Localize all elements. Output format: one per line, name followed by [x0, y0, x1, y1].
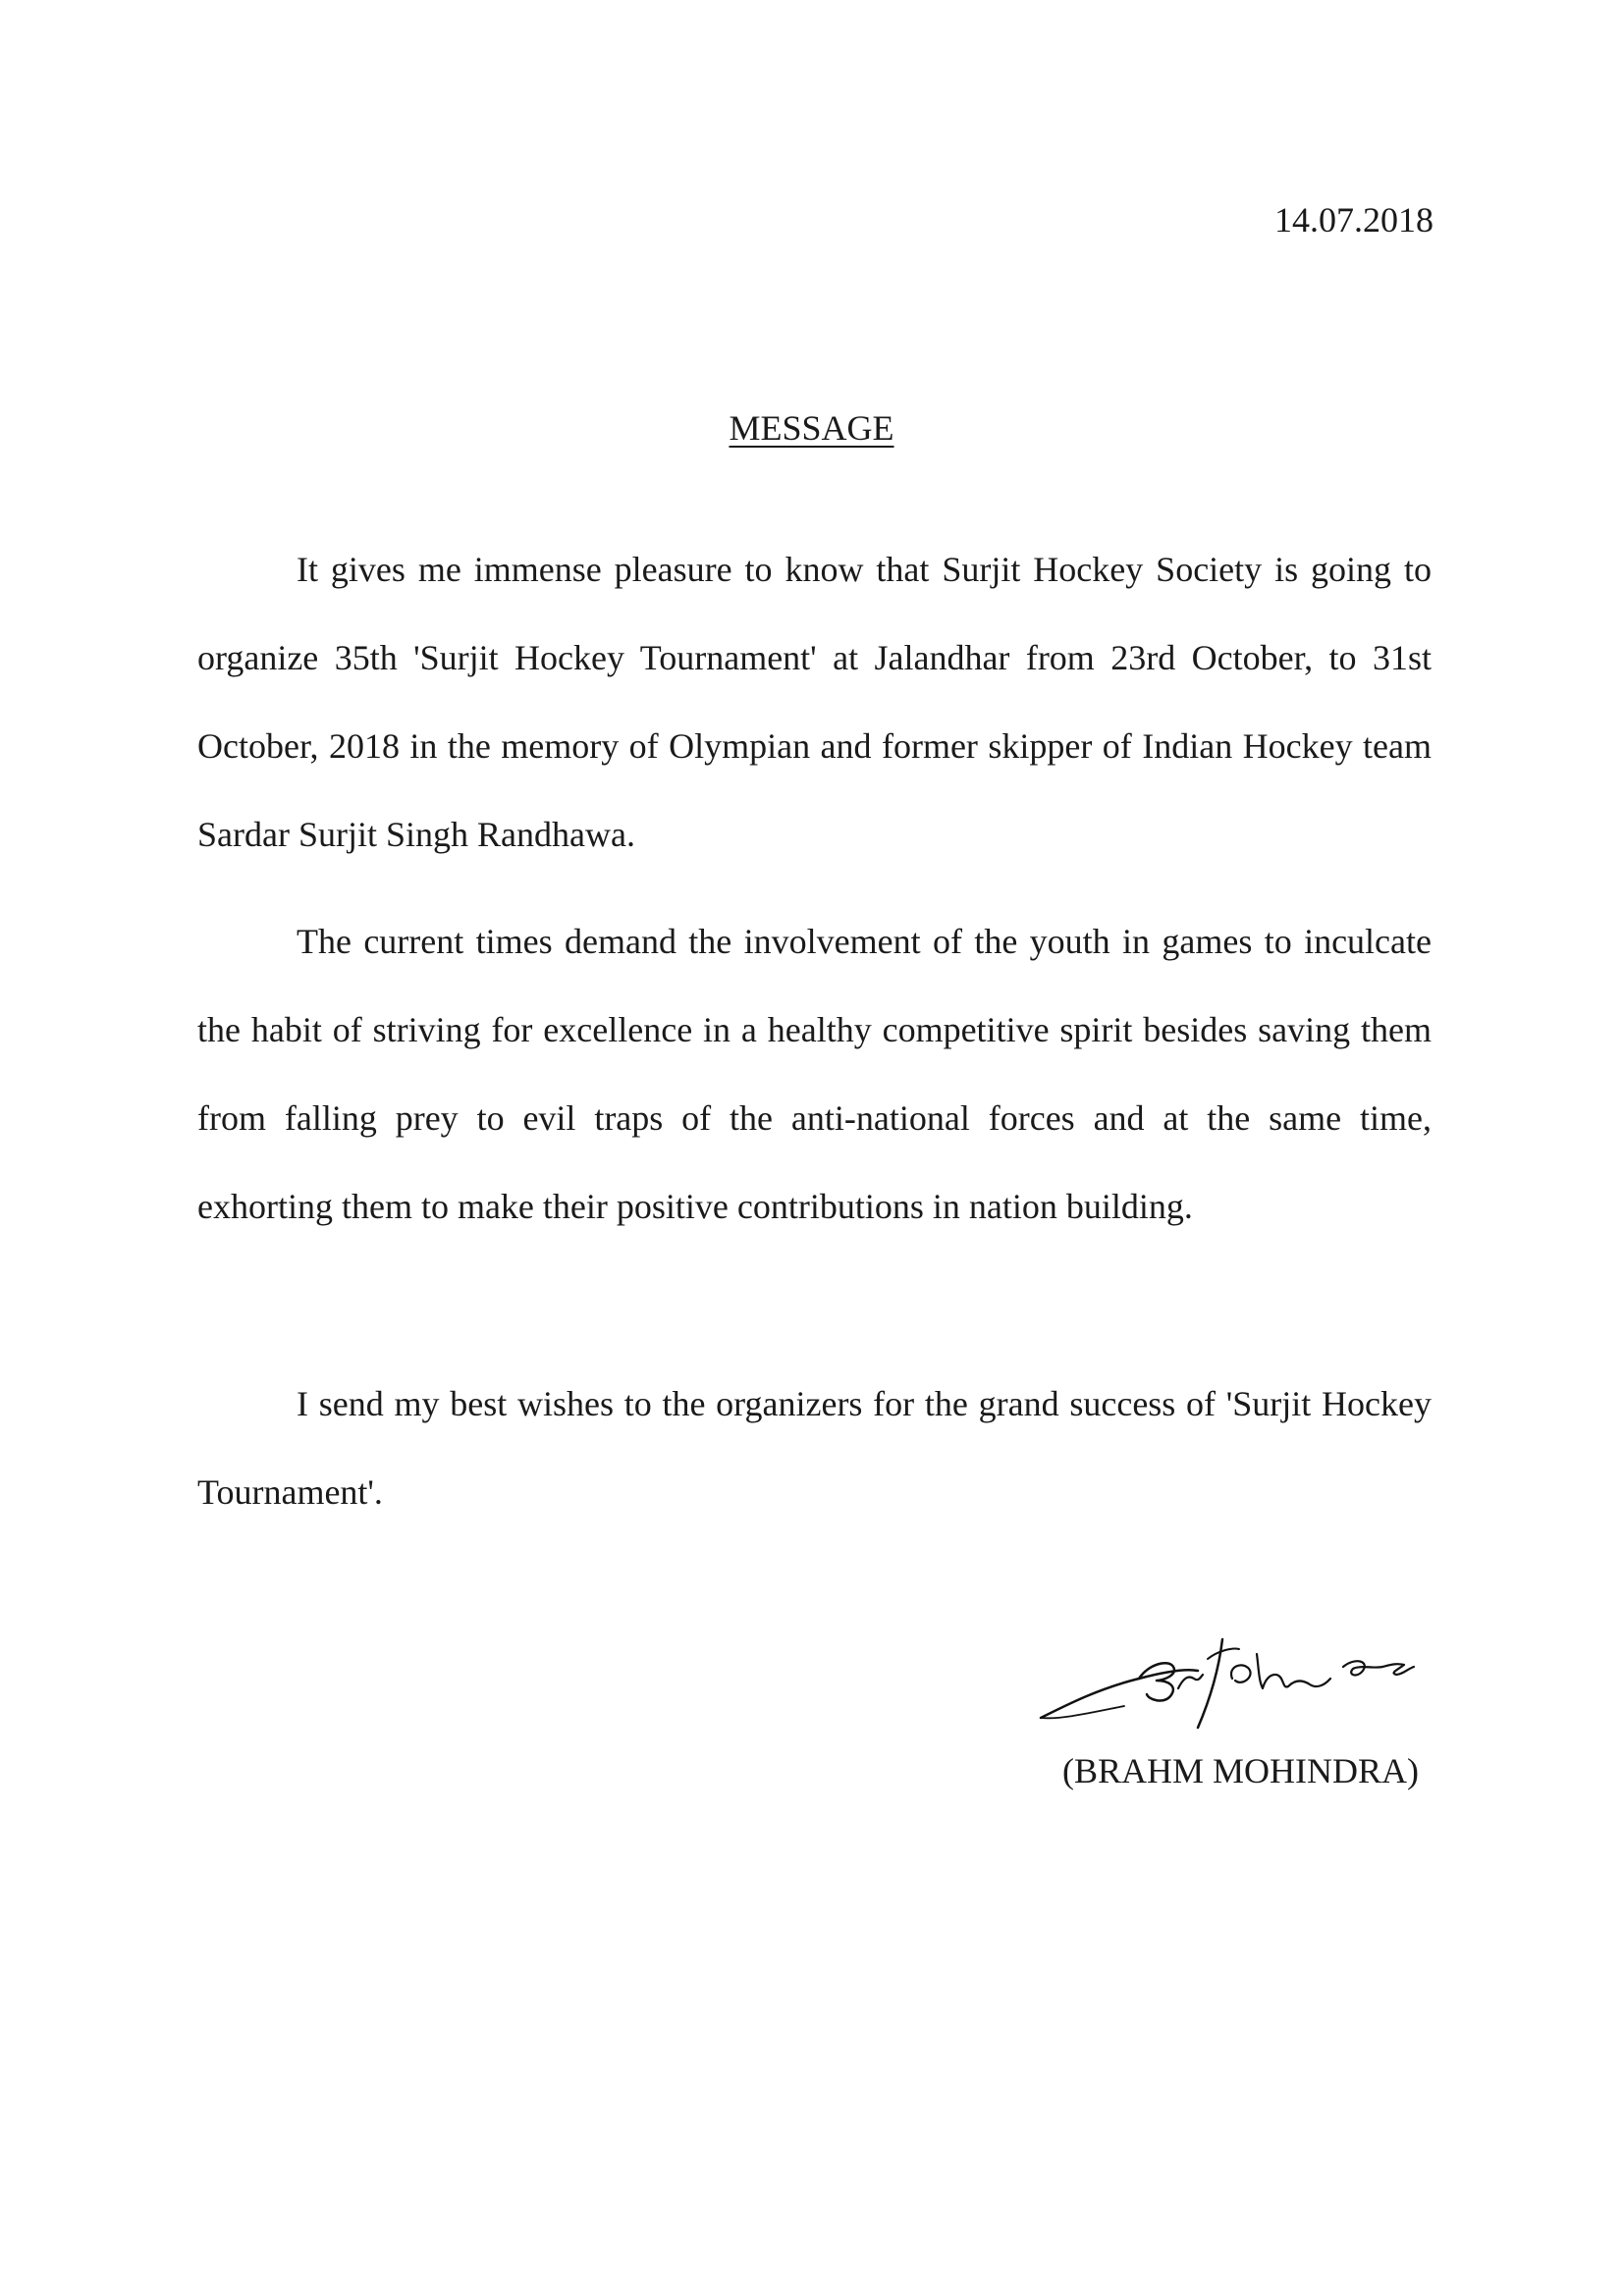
letter-date: 14.07.2018 — [1274, 200, 1434, 240]
paragraph-2: The current times demand the involvement of the youth in games to inculcate the habit of striving for excellence in a healthy competitive spirit besides saving them from falling prey to evil traps of the anti-national forces and at the same time, exhorting them to make their positive contributions in nation building. — [197, 922, 1432, 1226]
handwritten-signature-icon — [1031, 1610, 1424, 1737]
paragraph-1: It gives me immense pleasure to know that Surjit Hockey Society is going to organize 35th 'Surjit Hockey Tournament' at Jalandhar from 23rd October, to 31st October, 2018 in the memory of Olympian and former skipper of Indian Hockey team Sardar Surjit Singh Randhawa. — [197, 550, 1432, 854]
letter-title-text: MESSAGE — [729, 408, 894, 448]
paragraph-3: I send my best wishes to the organizers for the grand success of 'Surjit Hockey Tournament'. — [197, 1384, 1432, 1512]
signatory-name: (BRAHM MOHINDRA) — [1061, 1751, 1419, 1790]
letter-title — [0, 404, 1623, 452]
